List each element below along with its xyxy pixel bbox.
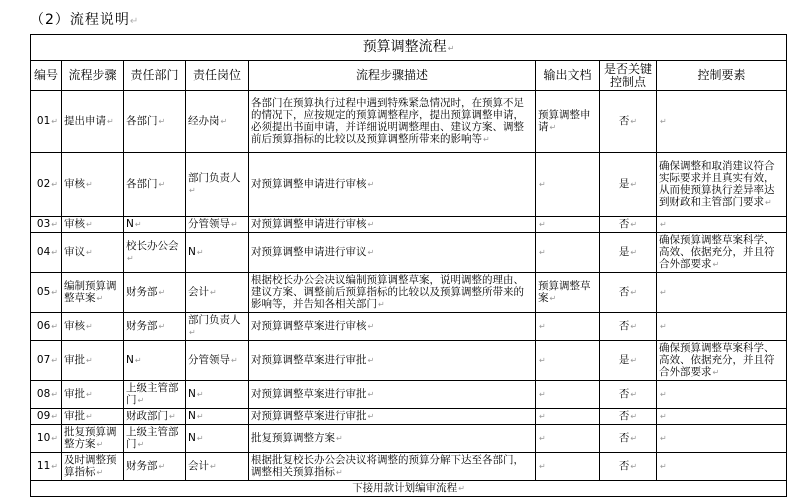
cell-mark-icon: ↵: [336, 468, 343, 477]
cell-desc: [249, 341, 536, 381]
cell-mark-icon: ↵: [210, 462, 217, 471]
cell-mark-icon: ↵: [158, 288, 166, 297]
cell-mark-icon: ↵: [712, 260, 720, 269]
cell-step: [62, 153, 124, 217]
cell-doc-text: 预算调整草案: [538, 280, 591, 304]
cell-mark-icon: ↵: [660, 220, 667, 229]
cell-post: [186, 153, 249, 217]
cell-mark-icon: ↵: [51, 220, 58, 229]
cell-mark-icon: ↵: [630, 117, 638, 126]
cell-mark-icon: ↵: [51, 356, 58, 365]
cell-num-text: 04: [36, 246, 51, 258]
cell-doc: [536, 409, 600, 425]
cell-control: [657, 409, 787, 425]
cell-post: [186, 313, 249, 341]
cell-post-text: 分管领导: [188, 218, 230, 230]
cell-desc-text: 对预算调整草案进行审批: [251, 410, 367, 422]
cell-mark-icon: ↵: [660, 390, 667, 399]
cell-mark-icon: ↵: [367, 322, 375, 331]
table-title-row: [31, 35, 787, 61]
cell-mark-icon: ↵: [220, 117, 228, 126]
cell-desc-text: 批复预算调整方案: [251, 432, 335, 444]
cell-post: [186, 425, 249, 453]
cell-mark-icon: ↵: [539, 220, 546, 229]
cell-mark-icon: ↵: [86, 322, 93, 331]
header-num: 编号: [31, 61, 62, 91]
cell-doc-text: 预算调整申请: [538, 109, 591, 133]
cell-desc: [249, 91, 536, 153]
cell-step: [62, 273, 124, 313]
cell-post: [186, 233, 249, 273]
cell-step-text: 审批: [64, 410, 85, 422]
cell-step-text: 审核: [64, 320, 85, 332]
cell-post: [186, 409, 249, 425]
cell-desc-text: 根据校长办公会决议编制预算调整草案，说明调整的理由、建议方案、调整前后预算指标的比较以及预算调整所带来的影响等，并告知各相关部门: [251, 274, 524, 310]
cell-doc: [536, 91, 600, 153]
cell-mark-icon: ↵: [539, 390, 546, 399]
cell-num-text: 03: [36, 218, 51, 230]
cell-mark-icon: ↵: [630, 322, 638, 331]
cell-num-text: 11: [36, 460, 51, 472]
cell-post-text: 会计: [188, 286, 209, 298]
cell-key: [600, 341, 657, 381]
cell-mark-icon: ↵: [134, 220, 142, 229]
cell-mark-icon: ↵: [367, 356, 375, 365]
cell-control: [657, 233, 787, 273]
header-control: 控制要素: [657, 61, 787, 91]
header-dept: 责任部门: [124, 61, 186, 91]
cell-mark-icon: ↵: [189, 328, 196, 337]
cell-mark-icon: ↵: [630, 390, 638, 399]
cell-post-text: N: [188, 388, 196, 400]
cell-dept-text: N: [126, 354, 134, 366]
cell-post: [186, 453, 249, 481]
cell-key: [600, 453, 657, 481]
cell-mark-icon: ↵: [158, 462, 166, 471]
cell-mark-icon: ↵: [630, 462, 638, 471]
cell-mark-icon: ↵: [210, 288, 217, 297]
table-row: [31, 341, 787, 381]
cell-step: [62, 341, 124, 381]
cell-mark-icon: ↵: [549, 123, 557, 132]
cell-step-text: 审核: [64, 218, 85, 230]
table-header-row: [31, 61, 787, 91]
cell-mark-icon: ↵: [51, 434, 58, 443]
cell-mark-icon: ↵: [96, 468, 104, 477]
cell-mark-icon: ↵: [158, 180, 166, 189]
cell-desc: [249, 453, 536, 481]
cell-desc: [249, 273, 536, 313]
cell-dept-text: 各部门: [126, 178, 158, 190]
header-doc: 输出文档: [536, 61, 600, 91]
section-heading-text: （2）流程说明: [30, 12, 130, 28]
cell-desc-text: 对预算调整草案进行审批: [251, 354, 367, 366]
cell-step: [62, 313, 124, 341]
cell-mark-icon: ↵: [51, 390, 58, 399]
table-row: [31, 453, 787, 481]
cell-desc-text: 对预算调整草案进行审核: [251, 320, 367, 332]
cell-num: [31, 409, 62, 425]
cell-mark-icon: ↵: [158, 322, 166, 331]
cell-num: [31, 153, 62, 217]
cell-mark-icon: ↵: [539, 412, 546, 421]
cell-dept-text: 校长办公会: [126, 240, 179, 252]
table-footer: [31, 481, 787, 497]
cell-mark-icon: ↵: [660, 462, 667, 471]
cell-mark-icon: ↵: [51, 462, 58, 471]
cell-key-text: 否: [618, 460, 630, 472]
table-row: [31, 409, 787, 425]
cell-mark-icon: ↵: [367, 390, 375, 399]
cell-post: [186, 91, 249, 153]
cell-post-text: N: [188, 432, 196, 444]
cell-post: [186, 217, 249, 233]
cell-mark-icon: ↵: [660, 288, 667, 297]
cell-num: [31, 91, 62, 153]
cell-mark-icon: ↵: [189, 186, 196, 195]
cell-desc: [249, 217, 536, 233]
cell-mark-icon: ↵: [96, 294, 104, 303]
cell-dept: [124, 453, 186, 481]
cell-doc: [536, 341, 600, 381]
cell-desc: [249, 233, 536, 273]
cell-mark-icon: ↵: [196, 412, 204, 421]
cell-mark-icon: ↵: [630, 220, 638, 229]
cell-mark-icon: ↵: [137, 440, 145, 449]
cell-mark-icon: ↵: [86, 248, 93, 257]
cell-mark-icon: ↵: [367, 180, 375, 189]
cell-mark-icon: ↵: [231, 220, 238, 229]
cell-dept-text: 财务部: [126, 286, 158, 298]
cell-control: [657, 217, 787, 233]
cell-doc: [536, 217, 600, 233]
cell-desc: [249, 313, 536, 341]
cell-mark-icon: ↵: [630, 180, 638, 189]
cell-num-text: 08: [36, 388, 51, 400]
header-step: 流程步骤: [62, 61, 124, 91]
cell-num: [31, 217, 62, 233]
cell-key-text: 是: [618, 246, 630, 258]
table-row: [31, 273, 787, 313]
cell-control: [657, 341, 787, 381]
cell-key: [600, 153, 657, 217]
cell-doc: [536, 153, 600, 217]
cell-dept: [124, 425, 186, 453]
cell-post: [186, 381, 249, 409]
cell-step-text: 编制预算调整草案: [64, 280, 117, 304]
cell-num-text: 02: [36, 178, 51, 190]
cell-desc-text: 对预算调整申请进行审议: [251, 246, 367, 258]
cell-doc: [536, 313, 600, 341]
cell-mark-icon: ↵: [367, 220, 375, 229]
table-footer-text: 下接用款计划编审流程: [352, 482, 458, 494]
cell-dept: [124, 341, 186, 381]
table-row: [31, 233, 787, 273]
table-row: [31, 217, 787, 233]
cell-num: [31, 273, 62, 313]
cell-mark-icon: ↵: [51, 322, 58, 331]
cell-mark-icon: ↵: [336, 434, 343, 443]
cell-mark-icon: ↵: [483, 135, 490, 144]
cell-post-text: N: [188, 246, 196, 258]
cell-dept: [124, 91, 186, 153]
cell-doc: [536, 233, 600, 273]
cell-mark-icon: ↵: [765, 198, 772, 207]
cell-post-text: 分管领导: [188, 354, 230, 366]
process-table-wrapper: [30, 34, 786, 497]
cell-mark-icon: ↵: [630, 412, 638, 421]
cell-mark-icon: ↵: [660, 117, 667, 126]
table-footer-row: [31, 481, 787, 497]
cell-dept: [124, 233, 186, 273]
cell-desc-text: 对预算调整申请进行审核: [251, 218, 367, 230]
cell-mark-icon: ↵: [539, 356, 546, 365]
cell-mark-icon: ↵: [169, 412, 176, 421]
cell-mark-icon: ↵: [51, 288, 58, 297]
cell-control: [657, 313, 787, 341]
cell-num: [31, 233, 62, 273]
cell-control-text: 确保预算调整草案科学、高效、依据充分，并且符合外部要求: [659, 234, 775, 270]
cell-dept: [124, 409, 186, 425]
cell-key-text: 否: [618, 410, 630, 422]
cell-mark-icon: ↵: [231, 356, 238, 365]
cell-num-text: 05: [36, 286, 51, 298]
cell-dept-text: 财政部门: [126, 410, 168, 422]
cell-dept-text: 上级主管部门: [126, 382, 179, 406]
cell-mark-icon: ↵: [96, 440, 104, 449]
cell-step-text: 提出申请: [64, 115, 106, 127]
cell-key-text: 否: [618, 320, 630, 332]
header-post: 责任岗位: [186, 61, 249, 91]
table-title: [31, 35, 787, 61]
cell-mark-icon: ↵: [51, 248, 58, 257]
cell-mark-icon: ↵: [86, 356, 93, 365]
cell-mark-icon: ↵: [660, 322, 667, 331]
cell-mark-icon: ↵: [630, 288, 638, 297]
cell-post-text: 部门负责人: [188, 314, 241, 326]
cell-mark-icon: ↵: [51, 412, 58, 421]
cell-dept-text: N: [126, 218, 134, 230]
cell-mark-icon: ↵: [539, 180, 546, 189]
cell-control: [657, 381, 787, 409]
cell-mark-icon: ↵: [86, 412, 93, 421]
header-desc: 流程步骤描述: [249, 61, 536, 91]
cell-post-text: N: [188, 410, 196, 422]
cell-control: [657, 425, 787, 453]
cell-dept-text: 各部门: [126, 115, 158, 127]
cell-control: [657, 91, 787, 153]
cell-desc: [249, 381, 536, 409]
table-row: [31, 425, 787, 453]
cell-step: [62, 381, 124, 409]
cell-post-text: 会计: [188, 460, 209, 472]
cell-step: [62, 217, 124, 233]
cell-mark-icon: ↵: [127, 254, 134, 263]
cell-desc: [249, 425, 536, 453]
cell-mark-icon: ↵: [539, 322, 546, 331]
cell-mark-icon: ↵: [196, 248, 204, 257]
cell-doc: [536, 425, 600, 453]
cell-dept-text: 上级主管部门: [126, 426, 179, 450]
cell-num: [31, 425, 62, 453]
cell-post: [186, 341, 249, 381]
cell-mark-icon: ↵: [158, 117, 166, 126]
cell-mark-icon: ↵: [660, 434, 667, 443]
cell-mark-icon: ↵: [367, 412, 375, 421]
cell-mark-icon: ↵: [86, 390, 93, 399]
table-row: [31, 313, 787, 341]
cell-key-text: 否: [618, 115, 630, 127]
cell-key-text: 否: [618, 286, 630, 298]
table-row: [31, 91, 787, 153]
cell-mark-icon: ↵: [630, 356, 638, 365]
cell-step: [62, 409, 124, 425]
cell-step: [62, 453, 124, 481]
cell-mark-icon: ↵: [630, 248, 638, 257]
table-title-text: 预算调整流程: [362, 38, 447, 55]
table-row: [31, 381, 787, 409]
cell-step-text: 审批: [64, 388, 85, 400]
header-key: 是否关键控制点: [600, 61, 657, 91]
cell-mark-icon: ↵: [660, 412, 667, 421]
cell-step-text: 及时调整预算指标: [64, 454, 117, 478]
cell-doc: [536, 273, 600, 313]
cell-step: [62, 233, 124, 273]
cell-key-text: 是: [618, 354, 630, 366]
cell-dept: [124, 217, 186, 233]
cell-key: [600, 91, 657, 153]
cell-mark-icon: ↵: [630, 434, 638, 443]
cell-key-text: 否: [618, 218, 630, 230]
cell-key: [600, 409, 657, 425]
cell-num: [31, 453, 62, 481]
cell-dept-text: 财务部: [126, 320, 158, 332]
cell-num-text: 10: [36, 432, 51, 444]
table-row: [31, 153, 787, 217]
cell-num: [31, 381, 62, 409]
cell-mark-icon: ↵: [196, 434, 204, 443]
cell-num: [31, 341, 62, 381]
cell-num-text: 01: [36, 115, 51, 127]
cell-desc: [249, 153, 536, 217]
cell-mark-icon: ↵: [134, 356, 142, 365]
cell-step: [62, 425, 124, 453]
cell-mark-icon: ↵: [137, 396, 145, 405]
cell-key: [600, 217, 657, 233]
cell-num: [31, 313, 62, 341]
cell-mark-icon: ↵: [51, 117, 58, 126]
cell-mark-icon: ↵: [86, 220, 93, 229]
cell-key: [600, 233, 657, 273]
cell-key: [600, 381, 657, 409]
cell-post-text: 经办岗: [188, 115, 220, 127]
cell-doc: [536, 381, 600, 409]
cell-step-text: 审议: [64, 246, 85, 258]
cell-mark-icon: ↵: [539, 248, 546, 257]
cell-control: [657, 453, 787, 481]
cell-mark-icon: ↵: [51, 180, 58, 189]
cell-step-text: 审批: [64, 354, 85, 366]
cell-key-text: 否: [618, 432, 630, 444]
cell-desc-text: 根据批复校长办公会决议将调整的预算分解下达至各部门，调整相关预算指标: [251, 454, 524, 478]
cell-step: [62, 91, 124, 153]
cell-key: [600, 273, 657, 313]
cell-num-text: 09: [36, 410, 51, 422]
cell-mark-icon: ↵: [447, 43, 455, 53]
section-heading: [30, 9, 139, 29]
cell-control: [657, 273, 787, 313]
cell-key-text: 否: [618, 388, 630, 400]
cell-desc-text: 各部门在预算执行过程中遇到特殊紧急情况时，在预算不足的情况下，应按规定的预算调整程序，提出预算调整申请，必须提出书面申请，并详细说明调整理由、建议方案、调整前后预算指标的比较以及预算调整所带来的影响等: [251, 97, 524, 145]
cell-mark-icon: ↵: [539, 434, 546, 443]
cell-mark-icon: ↵: [107, 117, 114, 126]
cell-desc-text: 对预算调整草案进行审批: [251, 388, 367, 400]
cell-key: [600, 425, 657, 453]
cell-mark-icon: ↵: [378, 300, 385, 309]
cell-num-text: 07: [36, 354, 51, 366]
process-table: [30, 34, 787, 497]
cell-key: [600, 313, 657, 341]
cell-control-text: 确保预算调整草案科学、高效、依据充分，并且符合外部要求: [659, 342, 775, 378]
paragraph-mark-icon: ↵: [129, 16, 140, 27]
cell-step-text: 批复预算调整方案: [64, 426, 117, 450]
cell-mark-icon: ↵: [86, 180, 93, 189]
cell-dept: [124, 381, 186, 409]
cell-mark-icon: ↵: [712, 368, 720, 377]
cell-desc: [249, 409, 536, 425]
cell-mark-icon: ↵: [367, 248, 375, 257]
cell-post: [186, 273, 249, 313]
cell-desc-text: 对预算调整申请进行审核: [251, 178, 367, 190]
cell-dept-text: 财务部: [126, 460, 158, 472]
cell-mark-icon: ↵: [458, 484, 465, 493]
cell-mark-icon: ↵: [539, 462, 546, 471]
cell-dept: [124, 153, 186, 217]
cell-control-text: 确保调整和取消建议符合实际要求并且真实有效，从而使预算执行差异率达到财政和主管部门要求: [659, 160, 775, 208]
cell-mark-icon: ↵: [549, 294, 557, 303]
cell-step-text: 审核: [64, 178, 85, 190]
cell-key-text: 是: [618, 178, 630, 190]
cell-num-text: 06: [36, 320, 51, 332]
cell-mark-icon: ↵: [196, 390, 204, 399]
cell-control: [657, 153, 787, 217]
cell-dept: [124, 313, 186, 341]
cell-post-text: 部门负责人: [188, 172, 241, 184]
cell-dept: [124, 273, 186, 313]
cell-doc: [536, 453, 600, 481]
